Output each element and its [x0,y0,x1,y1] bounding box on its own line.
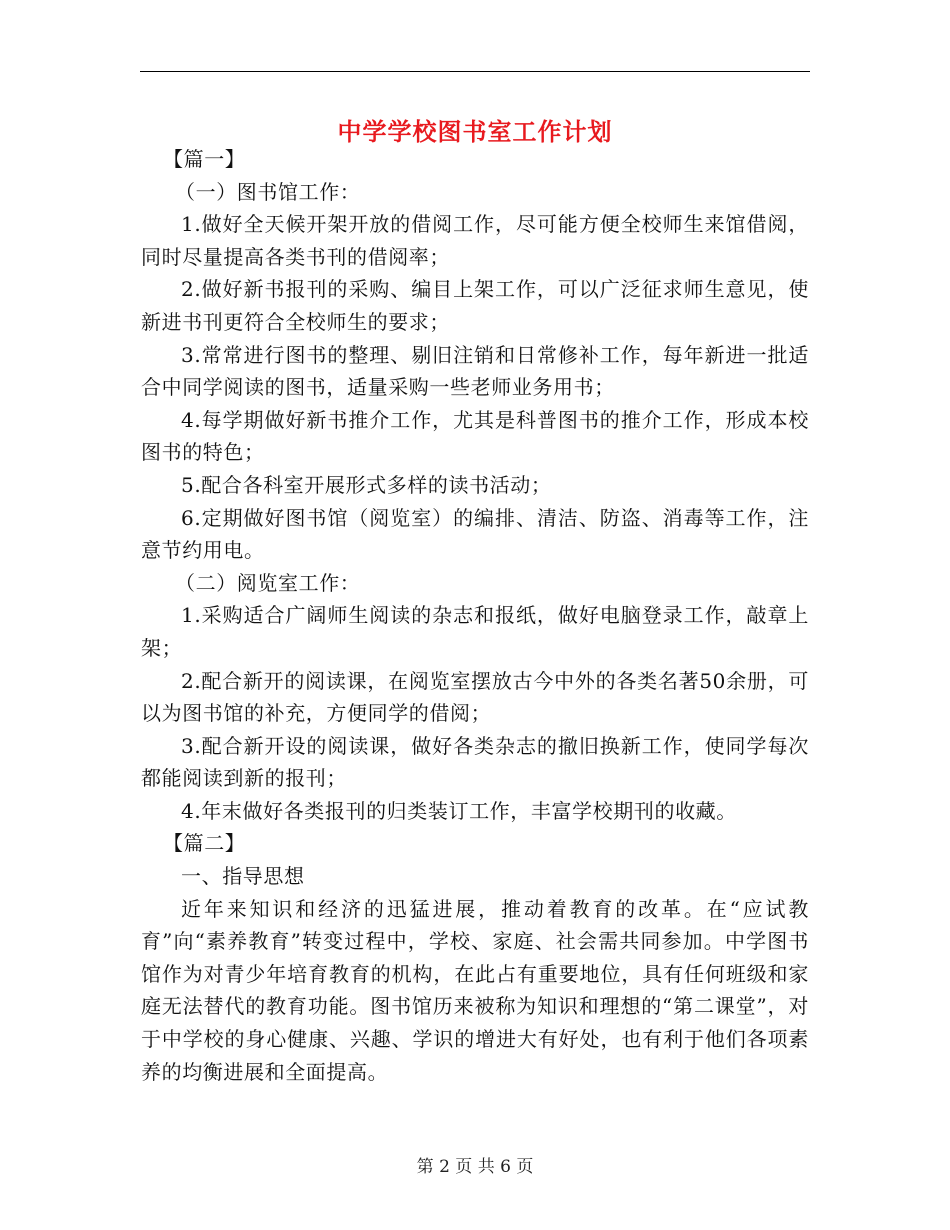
paragraph: 3.常常进行图书的整理、剔旧注销和日常修补工作，每年新进一批适合中同学阅读的图书，适量采购一些老师业务用书； [141,342,809,400]
header-rule [140,71,810,72]
paragraph: 2.做好新书报刊的采购、编目上架工作，可以广泛征求师生意见，使新进书刊更符合全校师生的要求； [141,277,809,334]
paragraph: 4.年末做好各类报刊的归类装订工作，丰富学校期刊的收藏。 [181,798,737,823]
document-title: 中学学校图书室工作计划 [337,118,613,146]
paragraph: 1.做好全天候开架开放的借阅工作，尽可能方便全校师生来馆借阅，同时尽量提高各类书刊的借阅率； [141,212,809,269]
paragraph: 3.配合新开设的阅读课，做好各类杂志的撤旧换新工作，使同学每次都能阅读到新的报刊； [141,733,809,791]
paragraph: 6.定期做好图书馆（阅览室）的编排、清洁、防盗、消毒等工作，注意节约用电。 [141,505,809,563]
subsection-heading: （一）图书馆工作： [175,179,361,204]
page-footer: 第 2 页 共 6 页 [416,1157,534,1177]
section-heading: 【篇一】 [163,147,246,171]
document-body [141,143,809,1088]
section-heading: 【篇二】 [163,831,246,856]
paragraph: 4.每学期做好新书推介工作，尤其是科普图书的推介工作，形成本校图书的特色； [141,407,809,465]
paragraph: 一、指导思想 [181,864,305,889]
paragraph: 1.采购适合广阔师生阅读的杂志和报纸，做好电脑登录工作，敲章上架； [141,603,809,660]
paragraph: 5.配合各科室开展形式多样的读书活动； [181,472,552,497]
paragraph: 2.配合新开的阅读课，在阅览室摆放古今中外的各类名著50余册，可以为图书馆的补充，方便同学的借阅； [141,668,809,726]
paragraph: 近年来知识和经济的迅猛进展，推动着教育的改革。在“应试教育”向“素养教育”转变过程中，学校、家庭、社会需共同参加。中学图书馆作为对青少年培育教育的机构，在此占有重要地位，具有任何班级和家庭无法替代的教育功能。图书馆历来被称为知识和理想的“第二课堂”，对于中学校的身心健康、兴趣、学识的增进大有好处，也有利于他们各项素养的均衡进展和全面提高。 [141,896,809,1084]
subsection-heading: （二）阅览室工作： [175,570,361,595]
